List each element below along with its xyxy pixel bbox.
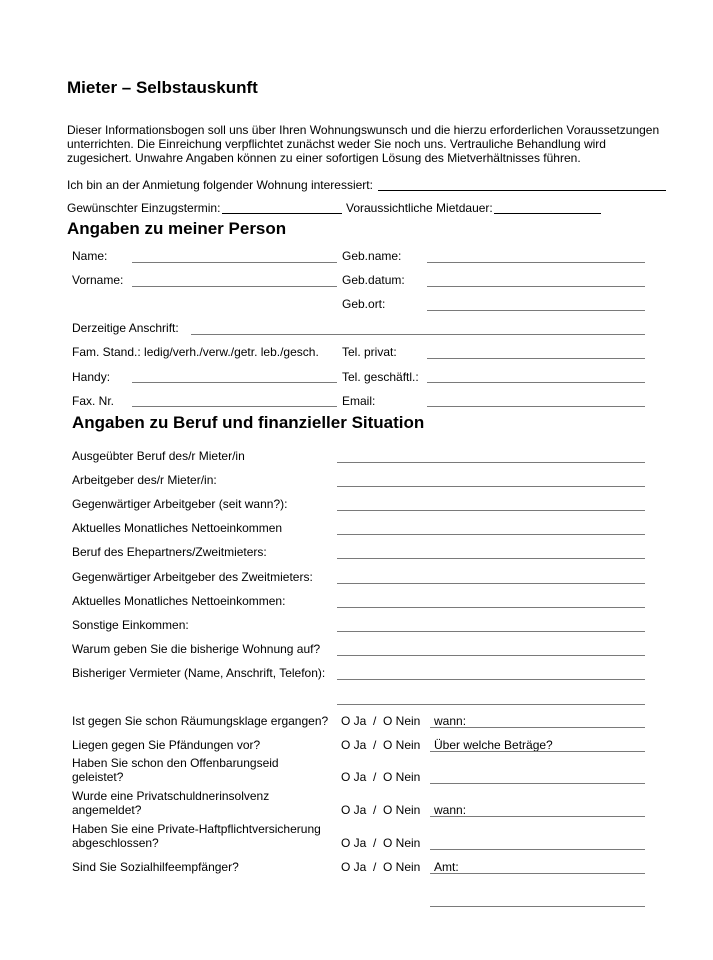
job-row-label: Aktuelles Monatliches Nettoeinkommen [72,521,283,535]
question-text-cont: geleistet? [72,770,124,784]
email-label: Email: [342,394,376,408]
yes-no-options[interactable]: O Ja / O Nein [341,836,421,850]
phone-private-field[interactable] [427,358,645,359]
mobile-field[interactable] [132,382,337,383]
job-row-field[interactable] [337,534,645,535]
job-row-field[interactable] [337,655,645,656]
job-row-field[interactable] [337,679,645,680]
job-row-label: Gegenwärtiger Arbeitgeber (seit wann?): [72,497,288,511]
job-row-label: Bisheriger Vermieter (Name, Anschrift, Telefon): [72,666,326,680]
question-text: Ist gegen Sie schon Räumungsklage ergangen? [72,714,329,728]
job-row-field[interactable] [337,462,645,463]
question-text: Haben Sie eine Private-Haftpflichtversicherung [72,822,321,836]
job-row-field[interactable] [337,631,645,632]
question-field[interactable] [430,873,645,874]
name-label: Name: [72,249,108,263]
question-text: Haben Sie schon den Offenbarungseid [72,756,279,770]
interest-field[interactable] [378,190,666,191]
question-field-label: Amt: [434,860,459,874]
mobile-label: Handy: [72,370,111,384]
yes-no-options[interactable]: O Ja / O Nein [341,714,421,728]
birth-place-label: Geb.ort: [342,297,386,311]
job-row-field[interactable] [337,510,645,511]
intro-paragraph: Dieser Informationsbogen soll uns über Ihren Wohnungswunsch und die hierzu erforderlichen Voraussetzungen unterrichten. Die Einreichung verpflichtet zunächst weder Sie noch uns. Vertrauliche Behandlung wird zugesichert. Unwahre Angaben können zu einer sofortigen Lösung des Mietverhältnisses führen. [67,123,660,165]
question-field-label: wann: [434,714,467,728]
yes-no-options[interactable]: O Ja / O Nein [341,860,421,874]
duration-field[interactable] [494,213,601,214]
birth-date-label: Geb.datum: [342,273,405,287]
yes-no-options[interactable]: O Ja / O Nein [341,770,421,784]
question-field[interactable] [430,727,645,728]
question-field[interactable] [430,783,645,784]
question-field[interactable] [430,849,645,850]
fax-field[interactable] [132,406,337,407]
job-row-label: Arbeitgeber des/r Mieter/in: [72,473,217,487]
question-text-cont: angemeldet? [72,803,142,817]
move-in-label: Gewünschter Einzugstermin: [67,201,221,215]
question-text-cont: abgeschlossen? [72,836,159,850]
phone-private-label: Tel. privat: [342,345,397,359]
email-field[interactable] [427,406,645,407]
job-row-label: Warum geben Sie die bisherige Wohnung auf? [72,642,321,656]
birth-place-field[interactable] [427,310,645,311]
yes-no-options[interactable]: O Ja / O Nein [341,803,421,817]
section-person-heading: Angaben zu meiner Person [67,219,287,238]
first-name-label: Vorname: [72,273,124,287]
phone-business-field[interactable] [427,382,645,383]
duration-label: Voraussichtliche Mietdauer: [346,201,493,215]
job-row-label: Ausgeübter Beruf des/r Mieter/in [72,449,245,463]
page-title: Mieter – Selbstauskunft [67,78,258,97]
question-text: Liegen gegen Sie Pfändungen vor? [72,738,261,752]
fax-label: Fax. Nr. [72,394,115,408]
question-field[interactable] [430,751,645,752]
question-text: Wurde eine Privatschuldnerinsolvenz [72,789,270,803]
question-field-label: wann: [434,803,467,817]
name-field[interactable] [132,262,337,263]
first-name-field[interactable] [132,286,337,287]
interest-label: Ich bin an der Anmietung folgender Wohnung interessiert: [67,178,373,192]
section-job-heading: Angaben zu Beruf und finanzieller Situation [72,413,425,432]
job-row-label: Gegenwärtiger Arbeitgeber des Zweitmieters: [72,570,313,584]
job-row-label: Aktuelles Monatliches Nettoeinkommen: [72,594,286,608]
job-row-field[interactable] [337,583,645,584]
address-label: Derzeitige Anschrift: [72,321,179,335]
question-field[interactable] [430,816,645,817]
yes-no-options[interactable]: O Ja / O Nein [341,738,421,752]
phone-business-label: Tel. geschäftl.: [342,370,419,384]
welfare-office-field-2[interactable] [430,906,645,907]
birth-name-label: Geb.name: [342,249,402,263]
address-field[interactable] [191,334,645,335]
marital-status-label: Fam. Stand.: ledig/verh./verw./getr. leb./gesch. [72,345,319,359]
job-row-field[interactable] [337,486,645,487]
move-in-field[interactable] [222,213,342,214]
question-field-label: Über welche Beträge? [434,738,553,752]
birth-name-field[interactable] [427,262,645,263]
job-row-field[interactable] [337,607,645,608]
question-text: Sind Sie Sozialhilfeempfänger? [72,860,239,874]
job-row-label: Sonstige Einkommen: [72,618,189,632]
job-row-field[interactable] [337,558,645,559]
birth-date-field[interactable] [427,286,645,287]
job-row-label: Beruf des Ehepartners/Zweitmieters: [72,545,267,559]
previous-landlord-field-2[interactable] [337,704,645,705]
